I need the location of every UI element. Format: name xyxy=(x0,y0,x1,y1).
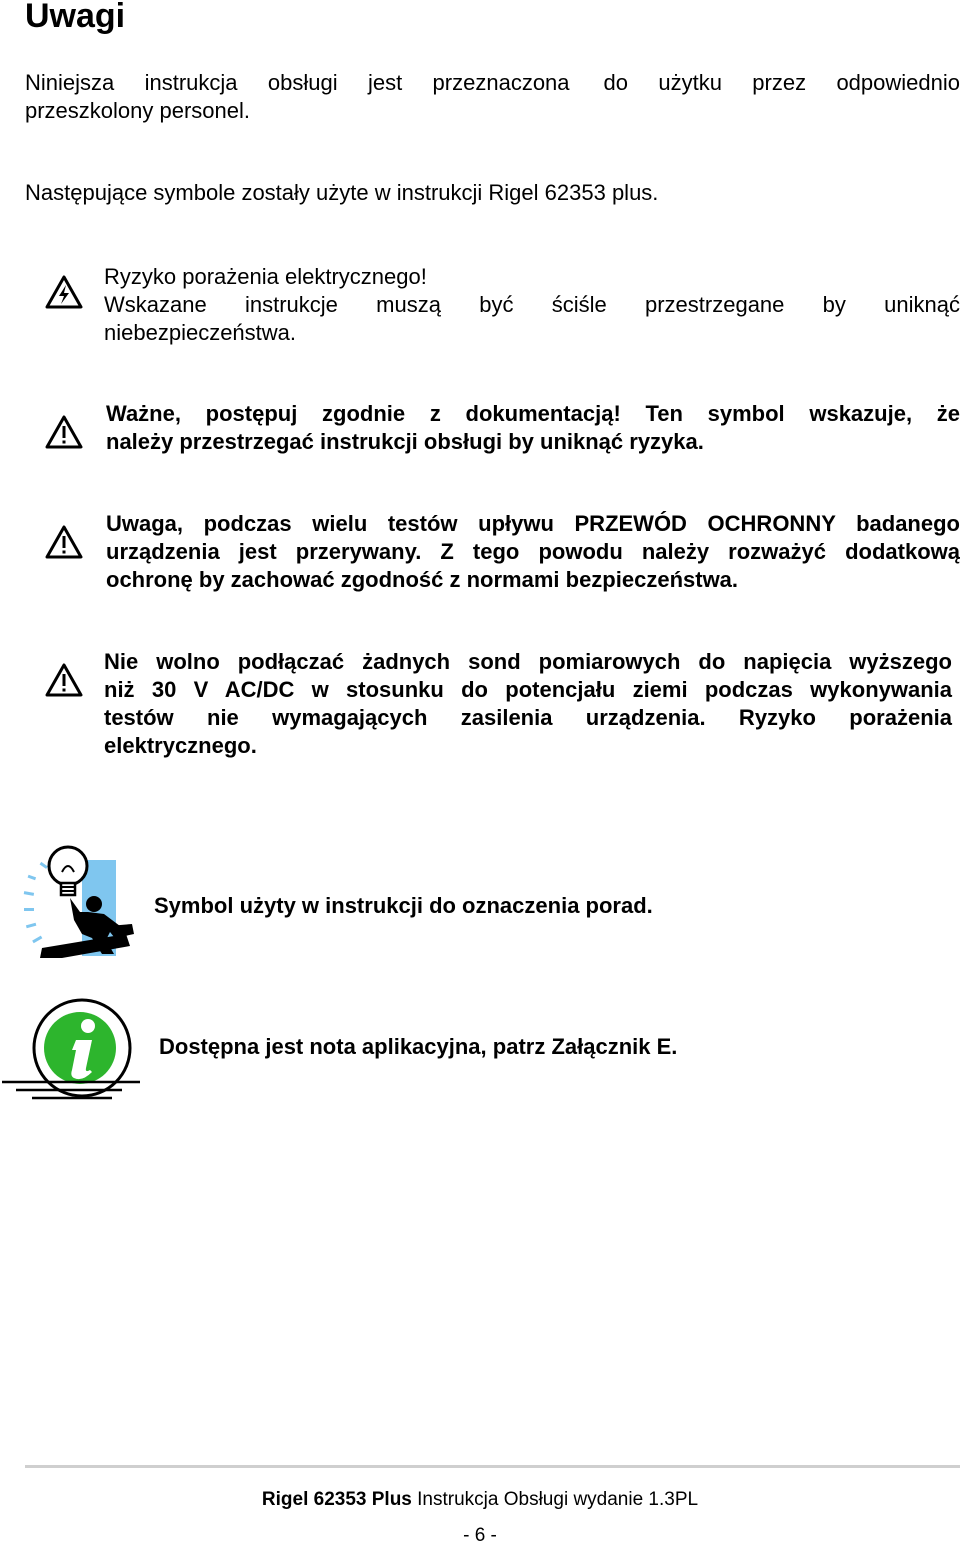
note-line: ochronę by zachować zgodność z normami bezpieczeństwa. xyxy=(106,567,739,592)
intro-line-2: przeszkolony personel. xyxy=(25,98,251,123)
note-line: Ważne, postępuj zgodnie z dokumentacją! Ten symbol wskazuje, że xyxy=(106,401,960,426)
info-note-icon xyxy=(2,996,140,1104)
note-line: niż 30 V AC/DC w stosunku do potencjału ziemi podczas wykonywania xyxy=(104,677,952,702)
note-line: urządzenia jest przerywany. Z tego powodu należy rozważyć dodatkową xyxy=(106,539,960,564)
page-number: - 6 - xyxy=(463,1525,497,1546)
note-line: Ryzyko porażenia elektrycznego! xyxy=(104,264,427,289)
note-line: Nie wolno podłączać żadnych sond pomiarowych do napięcia wyższego xyxy=(104,649,952,674)
electric-shock-warning-icon xyxy=(45,274,83,310)
note-line: Uwaga, podczas wielu testów upływu PRZEWÓD OCHRONNY badanego xyxy=(106,511,960,536)
tip-text: Symbol użyty w instrukcji do oznaczenia porad. xyxy=(154,893,653,918)
symbols-intro: Następujące symbole zostały użyte w instrukcji Rigel 62353 plus. xyxy=(25,180,659,205)
caution-warning-icon xyxy=(45,414,83,450)
note-electric-shock xyxy=(104,263,960,347)
intro-line-1: Niniejsza instrukcja obsługi jest przeznaczona do użytku przez odpowiednio xyxy=(25,70,960,95)
note-line: niebezpieczeństwa. xyxy=(104,320,297,345)
caution-warning-icon xyxy=(45,524,83,560)
note-line: testów nie wymagających zasilenia urządzenia. Ryzyko porażenia xyxy=(104,705,952,730)
note-line: Wskazane instrukcje muszą być ściśle przestrzegane by uniknąć xyxy=(104,292,960,317)
footer-divider xyxy=(25,1465,960,1468)
lightbulb-tip-icon xyxy=(22,842,138,960)
note-protective-conductor xyxy=(106,510,960,594)
intro-paragraph xyxy=(25,69,960,125)
footer-title: Rigel 62353 Plus Instrukcja Obsługi wydanie 1.3PL xyxy=(261,1489,699,1510)
note-line: elektrycznego. xyxy=(104,733,257,758)
caution-warning-icon xyxy=(45,662,83,698)
note-important xyxy=(106,400,960,456)
note-probes xyxy=(104,648,952,760)
note-line: należy przestrzegać instrukcji obsługi by uniknąć ryzyka. xyxy=(106,429,704,454)
page-title: Uwagi xyxy=(25,0,126,35)
info-text: Dostępna jest nota aplikacyjna, patrz Załącznik E. xyxy=(159,1034,678,1059)
